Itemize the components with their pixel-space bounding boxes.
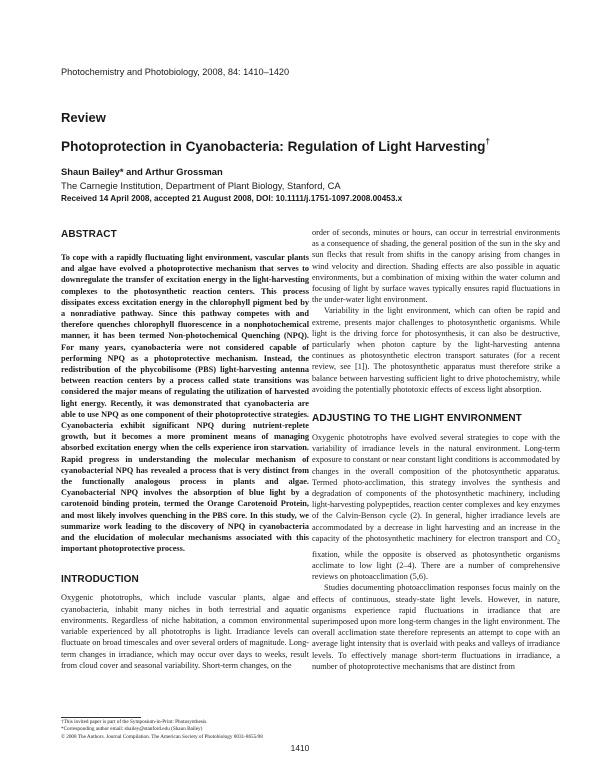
section-label: Review <box>61 110 106 125</box>
footnote-copyright: © 2008 The Authors. Journal Compilation. The American Society of Photobiology 0031-8655/08 <box>61 733 263 740</box>
paragraph-3-part-a: Oxygenic phototrophs have evolved several strategies to cope with the variability of irradiance levels in the natural environment. Long-term exposure to constant or near constant light conditions is accommodated by changes in the overall composition of the photosynthetic apparatus. Termed photo-acclimation, this strategy involves the synthesis and degradation of components of the photosynthetic machinery, including light-harvesting polypeptides, reaction center complexes and key enzymes of the Calvin-Benson cycle (2). In general, higher irradiance levels are accommodated by a decrease in light harvesting and an increase in the capacity of the photosynthetic machinery for electron transport and CO <box>312 433 560 543</box>
article-title <box>61 139 490 154</box>
right-column <box>312 227 560 672</box>
right-paragraph-4: Studies documenting photoacclimation responses focus mainly on the effects of continuous, steady-state light levels. However, in nature, organisms experience rapid fluctuations in irradiance that are superimposed upon more long-term changes in the light environment. The overall acclimation state therefore represents an attempt to cope with an average light intensity that is overlaid with peaks and valleys of irradiance levels. To effectively manage short-term fluctuations in irradiance, a number of photoprotective mechanisms that are distinct from <box>312 583 560 671</box>
footnotes <box>61 719 309 741</box>
introduction-paragraph: Oxygenic phototrophs, which include vascular plants, algae and cyanobacteria, inhabit many niches in both terrestrial and aquatic environments. Regardless of niche habitation, a common environmental variable experienced by all phototrophs is light. Irradiance levels can fluctuate on broad timescales and over several orders of magnitude. Long-term changes in irradiance, which may occur over days to weeks, result from cloud cover and seasonal variability. Short-term changes, on the <box>61 593 309 670</box>
journal-citation: Photochemistry and Photobiology, 2008, 84: 1410–1420 <box>61 67 290 77</box>
article-title-text: Photoprotection in Cyanobacteria: Regulation of Light Harvesting <box>61 139 486 154</box>
paragraph-3-part-b: fixation, while the opposite is observed as photosynthetic organisms acclimate to low light (2–4). There are a number of comprehensive reviews on photoacclimation (5,6). <box>312 549 560 582</box>
right-paragraph-1: order of seconds, minutes or hours, can occur in terrestrial environments as a consequence of shading, the general position of the sun in the sky and sun flecks that result from shifts in the canopy arising from changes in wind velocity and direction. Shading effects are also possible in aquatic environments, but a combination of mixing within the water column and focusing of light by surface waves typically ensures rapid fluctuations in the under-water light environment. <box>312 228 560 305</box>
footnote-symposium: †This invited paper is part of the Symposium-in-Print: Photosynthesis. <box>61 719 208 725</box>
right-paragraph-2: Variability in the light environment, which can often be rapid and extreme, presents major challenges to photosynthetic organisms. While light is the driving force for photosynthesis, it can also be destructive, particularly when photon capture by the light-harvesting antenna continues as photosynthetic electron transport saturates (for a recent review, see [1]). The photosynthetic apparatus must therefore strike a balance between harvesting sufficient light to drive photochemistry, while avoiding the potentially phototoxic effects of excess light absorption. <box>312 306 560 394</box>
affiliation: The Carnegie Institution, Department of Plant Biology, Stanford, CA <box>61 180 341 191</box>
adjusting-heading: ADJUSTING TO THE LIGHT ENVIRONMENT <box>312 413 522 425</box>
received-accepted-dates: Received 14 April 2008, accepted 21 August 2008, DOI: 10.1111/j.1751-1097.2008.00453.x <box>61 194 403 203</box>
title-footnote-mark: † <box>485 137 490 146</box>
author-list: Shaun Bailey* and Arthur Grossman <box>61 166 223 177</box>
right-paragraph-3 <box>312 432 560 582</box>
introduction-heading: INTRODUCTION <box>61 574 139 586</box>
abstract-text: To cope with a rapidly fluctuating light environment, vascular plants and algae have evolved a photoprotective mechanism that serves to downregulate the transfer of excitation energy in the light-harvesting complexes to the photosynthetic reaction centers. This process dissipates excess excitation energy in the chlorophyll pigment bed by a nonradiative pathway. Since this pathway competes with and therefore quenches chlorophyll fluorescence in a nonphotochemical manner, it has been termed Non-photochemical Quenching (NPQ). For many years, cyanobacteria were not considered capable of performing NPQ as a photoprotective mechanism. Instead, the redistribution of the phycobilisome (PBS) light-harvesting antenna between reaction centers by a process called state transitions was considered the major means of regulating the utilization of harvested light energy. Recently, it was demonstrated that cyanobacteria are able to use NPQ as one component of their photoprotective strategies. Cyanobacteria exhibit significant NPQ during nutrient-replete growth, but it becomes a more prominent means of managing absorbed excitation energy when the cells experience iron starvation. Rapid progress in understanding the molecular mechanism of cyanobacterial NPQ has revealed a process that is very distinct from the functionally analogous process in plants and algae. Cyanobacterial NPQ involves the absorption of blue light by a carotenoid binding protein, termed the Orange Carotenoid Protein, and most likely involves quenching in the PBS core. In this study, we summarize work leading to the discovery of NPQ in cyanobacteria and the elucidation of molecular mechanisms associated with this important photoprotective process. <box>61 253 309 554</box>
abstract-heading: ABSTRACT <box>61 229 117 240</box>
page-number: 1410 <box>290 743 310 753</box>
left-column <box>61 229 309 671</box>
footnote-corresponding-author: *Corresponding author email: sbailey@stanford.edu (Shaun Bailey) <box>61 726 203 733</box>
footnote-rule <box>61 717 141 718</box>
co2-subscript: 2 <box>557 539 560 546</box>
